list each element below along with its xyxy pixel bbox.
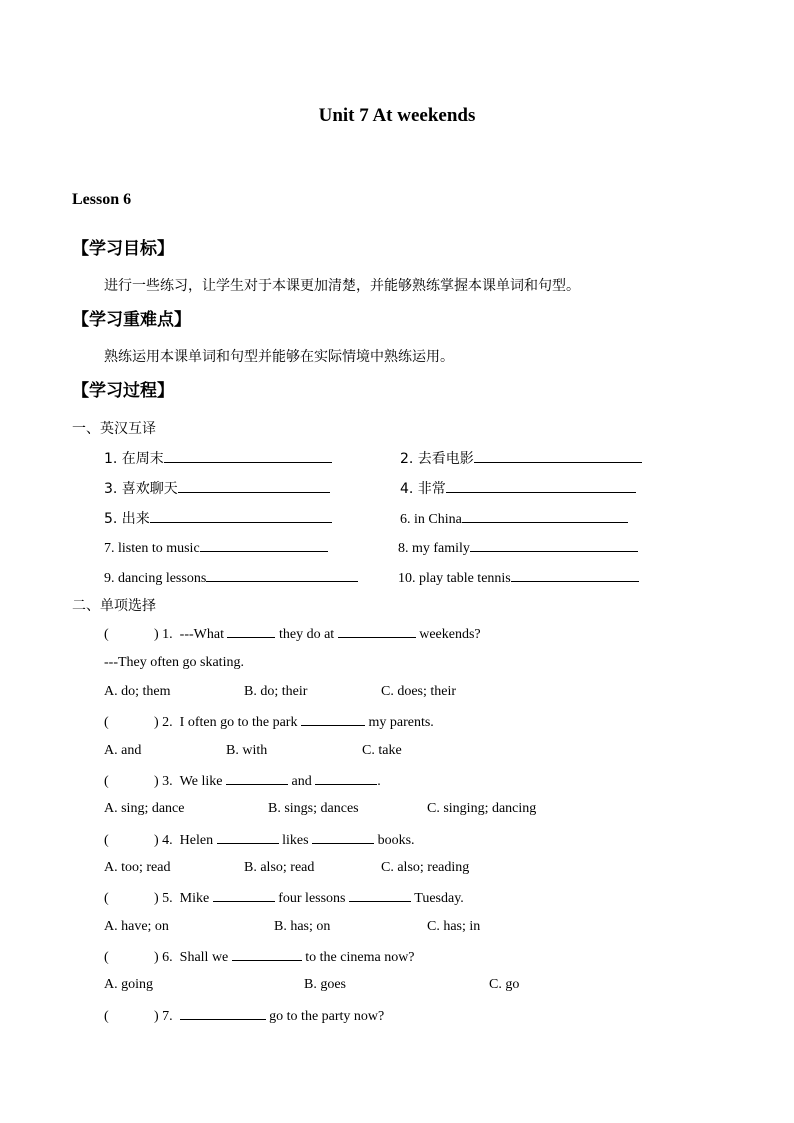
option-b[interactable]: B. with [226, 743, 268, 758]
answer-blank[interactable] [474, 448, 642, 463]
option-c[interactable]: C. has; in [427, 919, 481, 934]
key-heading: 【学习重难点】 [72, 310, 191, 330]
question-7: ( ) 7. go to the party now? [104, 1009, 385, 1024]
key-text: 熟练运用本课单词和句型并能够在实际情境中熟练运用。 [104, 349, 454, 365]
question-5: ( ) 5. Mike four lessons Tuesday. [104, 891, 464, 906]
vocab-item: 8. my family [398, 537, 638, 557]
question-1: ( ) 1. ---What they do at weekends? [104, 627, 481, 642]
option-c[interactable]: C. does; their [381, 684, 457, 699]
question-1-answer: ---They often go skating. [104, 655, 244, 670]
option-b[interactable]: B. has; on [274, 919, 331, 934]
answer-blank[interactable] [164, 448, 332, 463]
answer-blank[interactable] [349, 889, 411, 902]
answer-blank[interactable] [470, 537, 638, 552]
vocab-item: 9. dancing lessons [104, 567, 358, 587]
option-b[interactable]: B. goes [304, 977, 346, 992]
option-a[interactable]: A. do; them [104, 684, 171, 699]
vocab-item: 4. 非常 [400, 478, 636, 498]
option-a[interactable]: A. too; read [104, 860, 171, 875]
option-a[interactable]: A. and [104, 743, 142, 758]
vocab-item: 10. play table tennis [398, 567, 639, 587]
vocab-item: 1. 在周末 [104, 448, 332, 468]
answer-blank[interactable] [178, 478, 330, 493]
option-a[interactable]: A. sing; dance [104, 801, 185, 816]
answer-paren[interactable]: ( [104, 1009, 109, 1024]
vocab-item: 6. in China [400, 508, 628, 528]
answer-blank[interactable] [462, 508, 628, 523]
answer-blank[interactable] [217, 831, 279, 844]
answer-blank[interactable] [338, 625, 416, 638]
vocab-item: 5. 出来 [104, 508, 332, 528]
answer-blank[interactable] [213, 889, 275, 902]
answer-paren[interactable]: ( [104, 715, 109, 730]
lesson-label: Lesson 6 [72, 191, 132, 208]
vocab-item: 7. listen to music [104, 537, 328, 557]
answer-blank[interactable] [180, 1007, 266, 1020]
option-a[interactable]: A. have; on [104, 919, 169, 934]
question-3: ( ) 3. We like and . [104, 774, 381, 789]
question-4: ( ) 4. Helen likes books. [104, 833, 415, 848]
answer-blank[interactable] [232, 948, 302, 961]
question-2: ( ) 2. I often go to the park my parents. [104, 715, 434, 730]
answer-blank[interactable] [226, 772, 288, 785]
question-6: ( ) 6. Shall we to the cinema now? [104, 950, 415, 965]
answer-blank[interactable] [511, 567, 639, 582]
answer-blank[interactable] [227, 625, 275, 638]
answer-blank[interactable] [301, 713, 365, 726]
option-c[interactable]: C. singing; dancing [427, 801, 537, 816]
answer-blank[interactable] [315, 772, 377, 785]
answer-paren[interactable]: ( [104, 950, 109, 965]
part2-title: 二、单项选择 [72, 598, 156, 614]
option-b[interactable]: B. do; their [244, 684, 308, 699]
option-a[interactable]: A. going [104, 977, 153, 992]
answer-blank[interactable] [312, 831, 374, 844]
vocab-item: 3. 喜欢聊天 [104, 478, 330, 498]
part1-title: 一、英汉互译 [72, 421, 156, 437]
answer-paren[interactable]: ( [104, 833, 109, 848]
process-heading: 【学习过程】 [72, 381, 174, 401]
goals-text: 进行一些练习，让学生对于本课更加清楚，并能够熟练掌握本课单词和句型。 [104, 278, 580, 294]
page-title: Unit 7 At weekends [318, 105, 476, 126]
answer-paren[interactable]: ( [104, 891, 109, 906]
option-c[interactable]: C. go [489, 977, 520, 992]
answer-blank[interactable] [200, 537, 328, 552]
answer-paren[interactable]: ( [104, 774, 109, 789]
option-c[interactable]: C. take [362, 743, 402, 758]
answer-blank[interactable] [206, 567, 358, 582]
answer-blank[interactable] [446, 478, 636, 493]
option-c[interactable]: C. also; reading [381, 860, 470, 875]
answer-paren[interactable]: ( [104, 627, 109, 642]
goals-heading: 【学习目标】 [72, 239, 174, 259]
vocab-item: 2. 去看电影 [400, 448, 642, 468]
answer-blank[interactable] [150, 508, 332, 523]
option-b[interactable]: B. sings; dances [268, 801, 359, 816]
option-b[interactable]: B. also; read [244, 860, 315, 875]
